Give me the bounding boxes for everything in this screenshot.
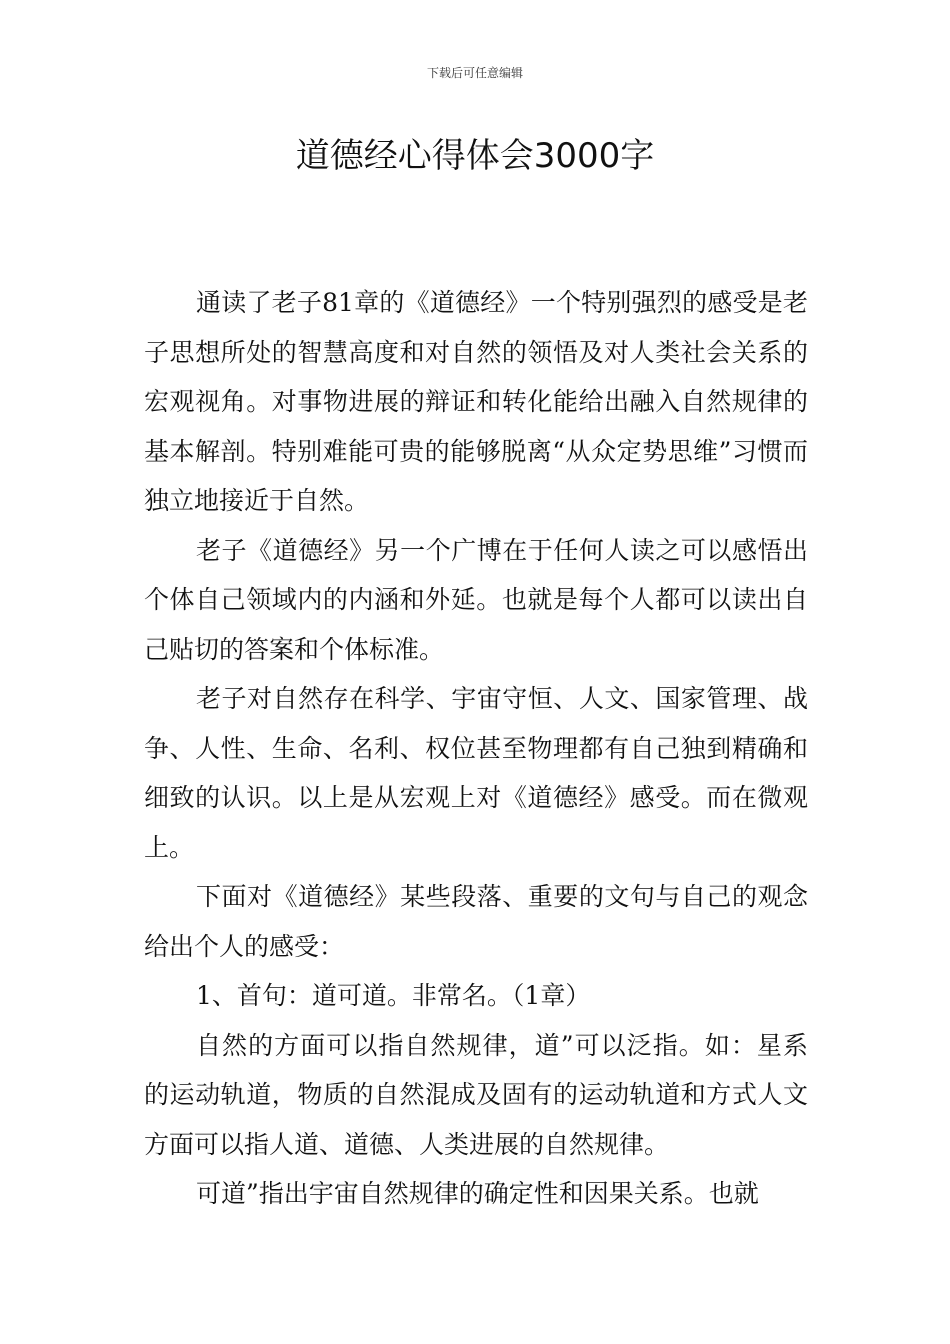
paragraph: 下面对《道德经》某些段落、重要的文句与自己的观念给出个人的感受： bbox=[144, 882, 808, 961]
paragraph: 通读了老子81章的《道德经》一个特别强烈的感受是老子思想所处的智慧高度和对自然的领悟及对人类社会关系的宏观视角。对事物进展的辩证和转化能给出融入自然规律的基本解剖。特别难能可贵的能够脱离“从众定势思维”习惯而独立地接近于自然。 bbox=[144, 288, 808, 515]
header-note: 下载后可任意编辑 bbox=[426, 66, 523, 80]
paragraph: 老子《道德经》另一个广博在于任何人读之可以感悟出个体自己领域内的内涵和外延。也就是每个人都可以读出自己贴切的答案和个体标准。 bbox=[144, 535, 808, 664]
document-body bbox=[144, 278, 808, 1219]
paragraph: 自然的方面可以指自然规律，道”可以泛指。如：星系的运动轨道，物质的自然混成及固有的运动轨道和方式人文方面可以指人道、道德、人类进展的自然规律。 bbox=[144, 1030, 808, 1159]
document-title: 道德经心得体会3000字 bbox=[295, 136, 655, 176]
paragraph: 老子对自然存在科学、宇宙守恒、人文、国家管理、战争、人性、生命、名利、权位甚至物理都有自己独到精确和细致的认识。以上是从宏观上对《道德经》感受。而在微观上。 bbox=[144, 684, 808, 862]
paragraph: 1、首句：道可道。非常名。（1章） bbox=[196, 981, 591, 1010]
paragraph: 可道”指出宇宙自然规律的确定性和因果关系。也就 bbox=[196, 1179, 759, 1208]
